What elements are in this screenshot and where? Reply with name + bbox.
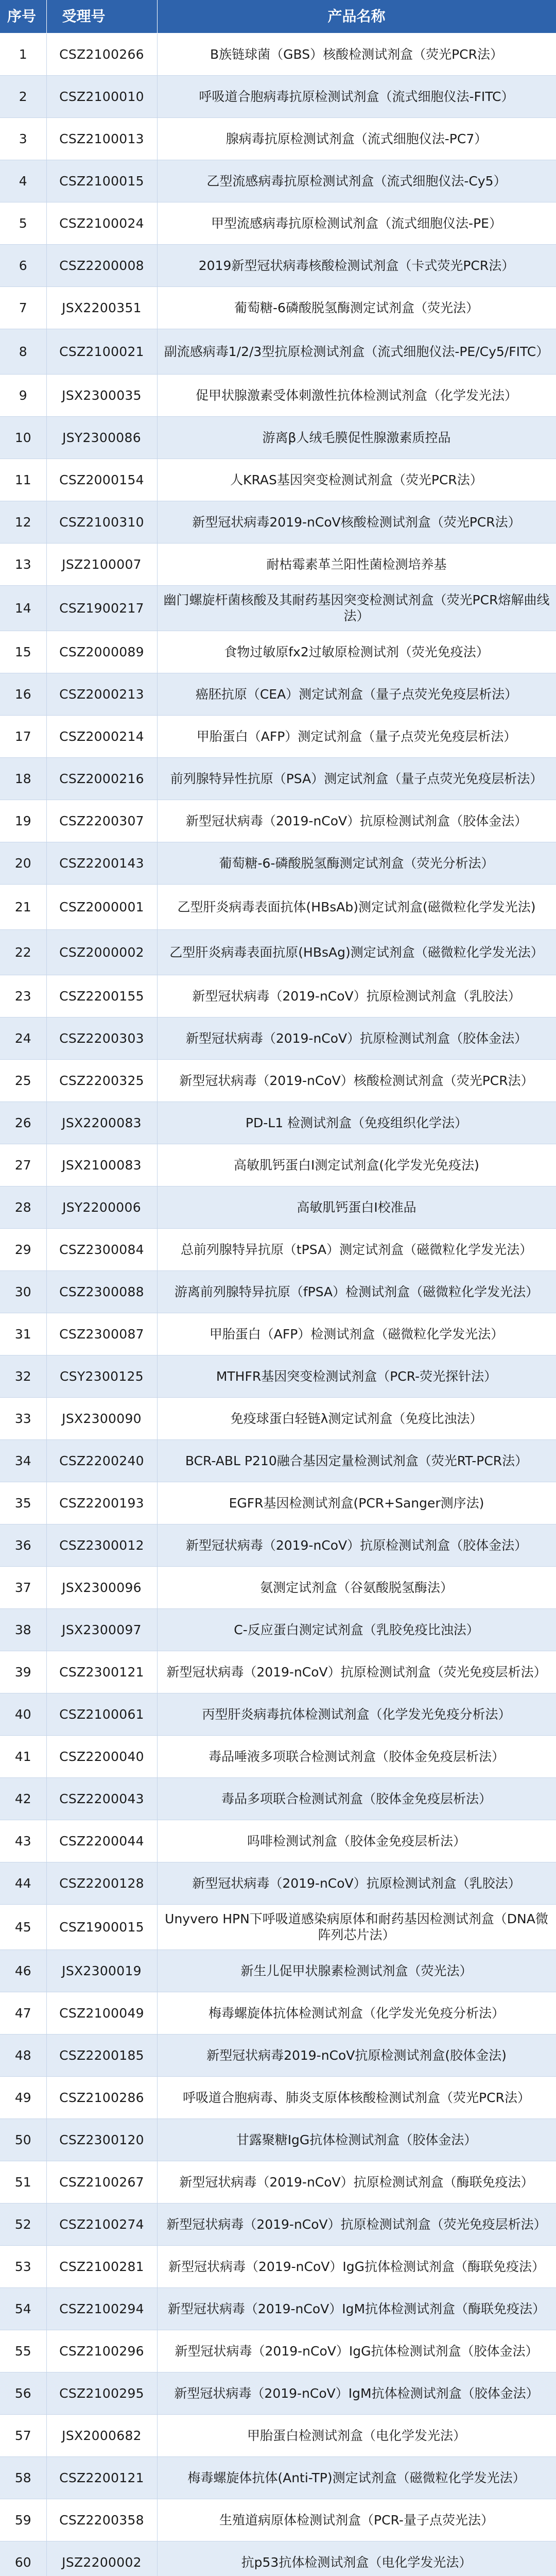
row-acceptance-number: CSZ2200303 bbox=[46, 1017, 157, 1059]
row-product-name: Unyvero HPN下呼吸道感染病原体和耐药基因检测试剂盒（DNA微阵列芯片法） bbox=[157, 1904, 556, 1950]
table-row bbox=[0, 929, 556, 975]
row-acceptance-number: JSZ2100007 bbox=[46, 543, 157, 585]
row-serial: 12 bbox=[0, 501, 46, 543]
row-product-name: 新型冠状病毒（2019-nCoV）核酸检测试剂盒（荧光PCR法） bbox=[157, 1059, 556, 1101]
row-product-name: 梅毒螺旋体抗体检测试剂盒（化学发光免疫分析法） bbox=[157, 1992, 556, 2034]
table-row bbox=[0, 374, 556, 416]
row-serial: 41 bbox=[0, 1735, 46, 1777]
row-acceptance-number: CSZ2200044 bbox=[46, 1820, 157, 1862]
row-product-name: 人KRAS基因突变检测试剂盒（荧光PCR法） bbox=[157, 459, 556, 501]
table-row bbox=[0, 1992, 556, 2034]
row-serial: 57 bbox=[0, 2414, 46, 2456]
row-acceptance-number: CSZ2300088 bbox=[46, 1270, 157, 1313]
row-product-name: 氨测定试剂盒（谷氨酸脱氢酶法） bbox=[157, 1566, 556, 1608]
row-product-name: 新型冠状病毒（2019-nCoV）抗原检测试剂盒（荧光免疫层析法） bbox=[157, 1651, 556, 1693]
row-product-name: 新型冠状病毒2019-nCoV抗原检测试剂盒(胶体金法) bbox=[157, 2034, 556, 2076]
row-serial: 56 bbox=[0, 2372, 46, 2414]
row-serial: 9 bbox=[0, 374, 46, 416]
row-acceptance-number: CSZ1900015 bbox=[46, 1904, 157, 1950]
row-serial: 33 bbox=[0, 1397, 46, 1439]
row-serial: 19 bbox=[0, 800, 46, 842]
row-serial: 29 bbox=[0, 1228, 46, 1270]
row-product-name: 新型冠状病毒（2019-nCoV）抗原检测试剂盒（胶体金法） bbox=[157, 1524, 556, 1566]
row-acceptance-number: CSZ2100013 bbox=[46, 117, 157, 160]
row-serial: 34 bbox=[0, 1439, 46, 1482]
row-acceptance-number: CSZ2100281 bbox=[46, 2245, 157, 2287]
row-product-name: 毒品多项联合检测试剂盒（胶体金免疫层析法） bbox=[157, 1777, 556, 1820]
table-row bbox=[0, 1144, 556, 1186]
row-acceptance-number: CSZ2200143 bbox=[46, 842, 157, 884]
row-product-name: 抗p53抗体检测试剂盒（电化学发光法） bbox=[157, 2541, 556, 2576]
table-row bbox=[0, 2119, 556, 2161]
row-product-name: 乙型肝炎病毒表面抗原(HBsAg)测定试剂盒（磁微粒化学发光法） bbox=[157, 929, 556, 975]
row-acceptance-number: CSZ2300087 bbox=[46, 1313, 157, 1355]
row-product-name: 甘露聚糖IgG抗体检测试剂盒（胶体金法） bbox=[157, 2119, 556, 2161]
row-product-name: 新型冠状病毒（2019-nCoV）IgG抗体检测试剂盒（胶体金法） bbox=[157, 2330, 556, 2372]
row-serial: 39 bbox=[0, 1651, 46, 1693]
row-serial: 52 bbox=[0, 2203, 46, 2245]
table-row bbox=[0, 1439, 556, 1482]
row-serial: 4 bbox=[0, 160, 46, 202]
table-row bbox=[0, 1101, 556, 1144]
row-product-name: 副流感病毒1/2/3型抗原检测试剂盒（流式细胞仪法-PE/Cy5/FITC） bbox=[157, 329, 556, 374]
row-serial: 26 bbox=[0, 1101, 46, 1144]
table-row bbox=[0, 1566, 556, 1608]
table-row bbox=[0, 1355, 556, 1397]
row-product-name: 甲胎蛋白检测试剂盒（电化学发光法） bbox=[157, 2414, 556, 2456]
row-product-name: 呼吸道合胞病毒抗原检测试剂盒（流式细胞仪法-FITC） bbox=[157, 75, 556, 117]
row-acceptance-number: JSX2300019 bbox=[46, 1950, 157, 1992]
row-serial: 23 bbox=[0, 975, 46, 1017]
row-serial: 6 bbox=[0, 244, 46, 286]
row-acceptance-number: CSZ2100015 bbox=[46, 160, 157, 202]
row-product-name: 免疫球蛋白轻链λ测定试剂盒（免疫比浊法） bbox=[157, 1397, 556, 1439]
row-product-name: 新型冠状病毒（2019-nCoV）抗原检测试剂盒（酶联免疫法） bbox=[157, 2161, 556, 2203]
row-serial: 46 bbox=[0, 1950, 46, 1992]
row-product-name: 腺病毒抗原检测试剂盒（流式细胞仪法-PC7） bbox=[157, 117, 556, 160]
row-serial: 18 bbox=[0, 757, 46, 800]
row-acceptance-number: CSZ2100049 bbox=[46, 1992, 157, 2034]
row-acceptance-number: CSZ2200358 bbox=[46, 2499, 157, 2541]
table-row bbox=[0, 1059, 556, 1101]
row-product-name: 新型冠状病毒（2019-nCoV）抗原检测试剂盒（胶体金法） bbox=[157, 800, 556, 842]
table-row bbox=[0, 884, 556, 929]
row-product-name: B族链球菌（GBS）核酸检测试剂盒（荧光PCR法） bbox=[157, 33, 556, 75]
row-acceptance-number: CSZ2100310 bbox=[46, 501, 157, 543]
row-serial: 1 bbox=[0, 33, 46, 75]
row-acceptance-number: CSZ2200121 bbox=[46, 2456, 157, 2499]
header-product-name: 产品名称 bbox=[157, 0, 556, 33]
row-serial: 55 bbox=[0, 2330, 46, 2372]
row-product-name: 耐枯霉素革兰阳性菌检测培养基 bbox=[157, 543, 556, 585]
row-product-name: 总前列腺特异抗原（tPSA）测定试剂盒（磁微粒化学发光法） bbox=[157, 1228, 556, 1270]
row-acceptance-number: JSX2300090 bbox=[46, 1397, 157, 1439]
row-acceptance-number: CSZ2000154 bbox=[46, 459, 157, 501]
row-acceptance-number: JSX2300035 bbox=[46, 374, 157, 416]
row-serial: 22 bbox=[0, 929, 46, 975]
row-acceptance-number: CSZ2100010 bbox=[46, 75, 157, 117]
row-serial: 21 bbox=[0, 884, 46, 929]
row-serial: 25 bbox=[0, 1059, 46, 1101]
row-acceptance-number: CSZ2200040 bbox=[46, 1735, 157, 1777]
row-acceptance-number: CSZ2200325 bbox=[46, 1059, 157, 1101]
row-acceptance-number: CSZ2000089 bbox=[46, 631, 157, 673]
table-row bbox=[0, 2161, 556, 2203]
row-product-name: BCR-ABL P210融合基因定量检测试剂盒（荧光RT-PCR法） bbox=[157, 1439, 556, 1482]
row-product-name: 甲型流感病毒抗原检测试剂盒（流式细胞仪法-PE） bbox=[157, 202, 556, 244]
row-serial: 5 bbox=[0, 202, 46, 244]
row-serial: 51 bbox=[0, 2161, 46, 2203]
row-acceptance-number: CSZ2200307 bbox=[46, 800, 157, 842]
table-row bbox=[0, 160, 556, 202]
table-row bbox=[0, 329, 556, 374]
row-product-name: 新型冠状病毒（2019-nCoV）抗原检测试剂盒（乳胶法） bbox=[157, 975, 556, 1017]
row-acceptance-number: CSZ2000216 bbox=[46, 757, 157, 800]
row-product-name: 丙型肝炎病毒抗体检测试剂盒（化学发光免疫分析法） bbox=[157, 1693, 556, 1735]
row-product-name: 新生儿促甲状腺素检测试剂盒（荧光法） bbox=[157, 1950, 556, 1992]
table-row bbox=[0, 585, 556, 631]
row-serial: 48 bbox=[0, 2034, 46, 2076]
row-product-name: 新型冠状病毒（2019-nCoV）抗原检测试剂盒（乳胶法） bbox=[157, 1862, 556, 1904]
row-serial: 58 bbox=[0, 2456, 46, 2499]
row-serial: 36 bbox=[0, 1524, 46, 1566]
row-serial: 47 bbox=[0, 1992, 46, 2034]
row-acceptance-number: JSZ2200002 bbox=[46, 2541, 157, 2576]
row-acceptance-number: CSZ1900217 bbox=[46, 585, 157, 631]
row-serial: 15 bbox=[0, 631, 46, 673]
row-product-name: 梅毒螺旋体抗体(Anti-TP)测定试剂盒（磁微粒化学发光法） bbox=[157, 2456, 556, 2499]
row-acceptance-number: CSZ2200185 bbox=[46, 2034, 157, 2076]
table-row bbox=[0, 1693, 556, 1735]
row-serial: 44 bbox=[0, 1862, 46, 1904]
row-serial: 2 bbox=[0, 75, 46, 117]
row-serial: 40 bbox=[0, 1693, 46, 1735]
table-row bbox=[0, 1017, 556, 1059]
row-product-name: 乙型流感病毒抗原检测试剂盒（流式细胞仪法-Cy5） bbox=[157, 160, 556, 202]
row-serial: 53 bbox=[0, 2245, 46, 2287]
row-acceptance-number: CSZ2100021 bbox=[46, 329, 157, 374]
table-row bbox=[0, 1482, 556, 1524]
row-acceptance-number: CSZ2100061 bbox=[46, 1693, 157, 1735]
row-acceptance-number: CSZ2100024 bbox=[46, 202, 157, 244]
row-product-name: EGFR基因检测试剂盒(PCR+Sanger测序法) bbox=[157, 1482, 556, 1524]
row-product-name: 新型冠状病毒（2019-nCoV）抗原检测试剂盒（胶体金法） bbox=[157, 1017, 556, 1059]
row-product-name: 甲胎蛋白（AFP）测定试剂盒（量子点荧光免疫层析法） bbox=[157, 715, 556, 757]
row-acceptance-number: CSZ2100295 bbox=[46, 2372, 157, 2414]
row-acceptance-number: CSZ2200155 bbox=[46, 975, 157, 1017]
table-row bbox=[0, 1950, 556, 1992]
row-product-name: 乙型肝炎病毒表面抗体(HBsAb)测定试剂盒(磁微粒化学发光法) bbox=[157, 884, 556, 929]
row-acceptance-number: JSX2100083 bbox=[46, 1144, 157, 1186]
row-acceptance-number: JSX2200351 bbox=[46, 286, 157, 329]
row-serial: 14 bbox=[0, 585, 46, 631]
table-row bbox=[0, 1186, 556, 1228]
row-acceptance-number: CSZ2100286 bbox=[46, 2076, 157, 2119]
row-product-name: 促甲状腺激素受体刺激性抗体检测试剂盒（化学发光法） bbox=[157, 374, 556, 416]
row-serial: 16 bbox=[0, 673, 46, 715]
table-row bbox=[0, 459, 556, 501]
row-acceptance-number: CSZ2200128 bbox=[46, 1862, 157, 1904]
table-row bbox=[0, 416, 556, 459]
table-row bbox=[0, 1904, 556, 1950]
row-acceptance-number: CSZ2000002 bbox=[46, 929, 157, 975]
row-product-name: 呼吸道合胞病毒、肺炎支原体核酸检测试剂盒（荧光PCR法） bbox=[157, 2076, 556, 2119]
table-header-row bbox=[0, 0, 556, 33]
table-row bbox=[0, 1608, 556, 1651]
table-row bbox=[0, 2245, 556, 2287]
table-row bbox=[0, 543, 556, 585]
row-product-name: 吗啡检测试剂盒（胶体金免疫层析法） bbox=[157, 1820, 556, 1862]
table-row bbox=[0, 1270, 556, 1313]
row-serial: 60 bbox=[0, 2541, 46, 2576]
table-row bbox=[0, 117, 556, 160]
row-serial: 11 bbox=[0, 459, 46, 501]
table-row bbox=[0, 1777, 556, 1820]
table-row bbox=[0, 631, 556, 673]
table-row bbox=[0, 2414, 556, 2456]
row-product-name: 高敏肌钙蛋白I测定试剂盒(化学发光免疫法) bbox=[157, 1144, 556, 1186]
table-row bbox=[0, 2203, 556, 2245]
row-serial: 35 bbox=[0, 1482, 46, 1524]
row-serial: 8 bbox=[0, 329, 46, 374]
row-product-name: 新型冠状病毒（2019-nCoV）IgG抗体检测试剂盒（酶联免疫法） bbox=[157, 2245, 556, 2287]
row-product-name: MTHFR基因突变检测试剂盒（PCR-荧光探针法） bbox=[157, 1355, 556, 1397]
row-acceptance-number: JSX2200083 bbox=[46, 1101, 157, 1144]
row-serial: 30 bbox=[0, 1270, 46, 1313]
row-acceptance-number: CSZ2200240 bbox=[46, 1439, 157, 1482]
row-acceptance-number: CSZ2100267 bbox=[46, 2161, 157, 2203]
row-acceptance-number: CSY2300125 bbox=[46, 1355, 157, 1397]
row-acceptance-number: JSX2000682 bbox=[46, 2414, 157, 2456]
table-row bbox=[0, 2456, 556, 2499]
row-acceptance-number: CSZ2000213 bbox=[46, 673, 157, 715]
row-serial: 49 bbox=[0, 2076, 46, 2119]
row-acceptance-number: CSZ2100296 bbox=[46, 2330, 157, 2372]
table-row bbox=[0, 244, 556, 286]
row-acceptance-number: CSZ2200043 bbox=[46, 1777, 157, 1820]
table-row bbox=[0, 75, 556, 117]
row-serial: 24 bbox=[0, 1017, 46, 1059]
row-serial: 17 bbox=[0, 715, 46, 757]
table-row bbox=[0, 33, 556, 75]
table-row bbox=[0, 975, 556, 1017]
row-serial: 59 bbox=[0, 2499, 46, 2541]
row-acceptance-number: JSY2200006 bbox=[46, 1186, 157, 1228]
row-serial: 7 bbox=[0, 286, 46, 329]
row-acceptance-number: CSZ2300012 bbox=[46, 1524, 157, 1566]
row-serial: 54 bbox=[0, 2287, 46, 2330]
table-row bbox=[0, 2330, 556, 2372]
row-product-name: 前列腺特异性抗原（PSA）测定试剂盒（量子点荧光免疫层析法） bbox=[157, 757, 556, 800]
row-acceptance-number: CSZ2100294 bbox=[46, 2287, 157, 2330]
row-acceptance-number: CSZ2200193 bbox=[46, 1482, 157, 1524]
row-acceptance-number: CSZ2300084 bbox=[46, 1228, 157, 1270]
row-acceptance-number: CSZ2000001 bbox=[46, 884, 157, 929]
row-acceptance-number: CSZ2300121 bbox=[46, 1651, 157, 1693]
table-row bbox=[0, 673, 556, 715]
row-serial: 28 bbox=[0, 1186, 46, 1228]
row-product-name: 新型冠状病毒（2019-nCoV）IgM抗体检测试剂盒（胶体金法） bbox=[157, 2372, 556, 2414]
row-serial: 31 bbox=[0, 1313, 46, 1355]
table-row bbox=[0, 1397, 556, 1439]
header-serial: 序号 bbox=[0, 0, 46, 33]
table-row bbox=[0, 2076, 556, 2119]
row-acceptance-number: CSZ2100266 bbox=[46, 33, 157, 75]
table-row bbox=[0, 286, 556, 329]
row-acceptance-number: CSZ2200008 bbox=[46, 244, 157, 286]
table-row bbox=[0, 202, 556, 244]
row-serial: 10 bbox=[0, 416, 46, 459]
table-row bbox=[0, 1524, 556, 1566]
row-product-name: 幽门螺旋杆菌核酸及其耐药基因突变检测试剂盒（荧光PCR熔解曲线法） bbox=[157, 585, 556, 631]
row-serial: 13 bbox=[0, 543, 46, 585]
row-acceptance-number: JSX2300096 bbox=[46, 1566, 157, 1608]
table-row bbox=[0, 1820, 556, 1862]
table-row bbox=[0, 715, 556, 757]
row-product-name: 癌胚抗原（CEA）测定试剂盒（量子点荧光免疫层析法） bbox=[157, 673, 556, 715]
row-product-name: 游离前列腺特异抗原（fPSA）检测试剂盒（磁微粒化学发光法） bbox=[157, 1270, 556, 1313]
row-serial: 37 bbox=[0, 1566, 46, 1608]
row-product-name: 食物过敏原fx2过敏原检测试剂（荧光免疫法） bbox=[157, 631, 556, 673]
row-product-name: C-反应蛋白测定试剂盒（乳胶免疫比浊法） bbox=[157, 1608, 556, 1651]
row-serial: 42 bbox=[0, 1777, 46, 1820]
row-product-name: 毒品唾液多项联合检测试剂盒（胶体金免疫层析法） bbox=[157, 1735, 556, 1777]
table-row bbox=[0, 1735, 556, 1777]
row-product-name: 葡萄糖-6-磷酸脱氢酶测定试剂盒（荧光分析法） bbox=[157, 842, 556, 884]
table-row bbox=[0, 1313, 556, 1355]
table-row bbox=[0, 2034, 556, 2076]
header-acceptance-number: 受理号 bbox=[46, 0, 157, 33]
table-row bbox=[0, 1651, 556, 1693]
row-serial: 3 bbox=[0, 117, 46, 160]
row-product-name: 甲胎蛋白（AFP）检测试剂盒（磁微粒化学发光法） bbox=[157, 1313, 556, 1355]
row-serial: 38 bbox=[0, 1608, 46, 1651]
table-row bbox=[0, 842, 556, 884]
row-serial: 50 bbox=[0, 2119, 46, 2161]
row-product-name: 新型冠状病毒（2019-nCoV）IgM抗体检测试剂盒（酶联免疫法） bbox=[157, 2287, 556, 2330]
row-acceptance-number: CSZ2000214 bbox=[46, 715, 157, 757]
table-row bbox=[0, 2287, 556, 2330]
row-product-name: 高敏肌钙蛋白I校准品 bbox=[157, 1186, 556, 1228]
row-acceptance-number: JSY2300086 bbox=[46, 416, 157, 459]
row-serial: 45 bbox=[0, 1904, 46, 1950]
table-row bbox=[0, 2372, 556, 2414]
table-row bbox=[0, 1862, 556, 1904]
table-row bbox=[0, 501, 556, 543]
row-serial: 27 bbox=[0, 1144, 46, 1186]
row-product-name: PD-L1 检测试剂盒（免疫组织化学法） bbox=[157, 1101, 556, 1144]
row-product-name: 新型冠状病毒2019-nCoV核酸检测试剂盒（荧光PCR法） bbox=[157, 501, 556, 543]
row-serial: 32 bbox=[0, 1355, 46, 1397]
row-product-name: 游离β人绒毛膜促性腺激素质控品 bbox=[157, 416, 556, 459]
row-product-name: 生殖道病原体检测试剂盒（PCR-量子点荧光法） bbox=[157, 2499, 556, 2541]
row-product-name: 2019新型冠状病毒核酸检测试剂盒（卡式荧光PCR法） bbox=[157, 244, 556, 286]
table-row bbox=[0, 2499, 556, 2541]
row-acceptance-number: CSZ2100274 bbox=[46, 2203, 157, 2245]
table-row bbox=[0, 800, 556, 842]
table-row bbox=[0, 757, 556, 800]
row-serial: 20 bbox=[0, 842, 46, 884]
row-product-name: 葡萄糖-6磷酸脱氢酶测定试剂盒（荧光法） bbox=[157, 286, 556, 329]
row-product-name: 新型冠状病毒（2019-nCoV）抗原检测试剂盒（荧光免疫层析法） bbox=[157, 2203, 556, 2245]
row-serial: 43 bbox=[0, 1820, 46, 1862]
row-acceptance-number: JSX2300097 bbox=[46, 1608, 157, 1651]
row-acceptance-number: CSZ2300120 bbox=[46, 2119, 157, 2161]
table-row bbox=[0, 2541, 556, 2576]
table-row bbox=[0, 1228, 556, 1270]
